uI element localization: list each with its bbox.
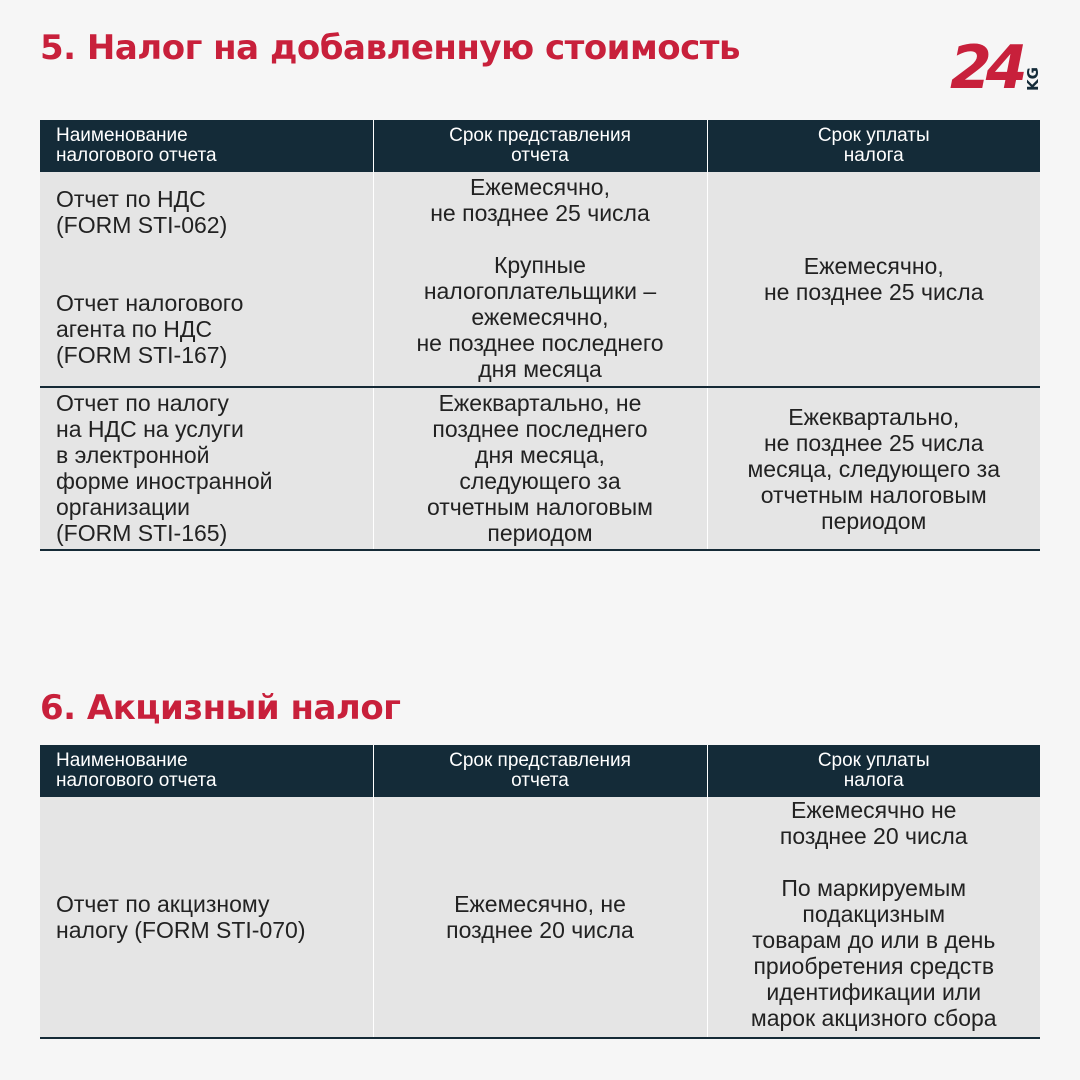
report-name-foreign-services: Отчет по налогу на НДС на услуги в электронной форме иностранной организации (FORM STI-165) xyxy=(40,387,373,550)
section-title-excise: 6. Акцизный налог xyxy=(40,688,401,728)
submit-deadline-large-payers: Крупные налогоплательщики – ежемесячно, не позднее последнего дня месяца xyxy=(416,252,664,382)
submit-deadline-vat: Ежемесячно, не позднее 25 числа xyxy=(430,174,650,226)
header-pay-deadline: Срок уплаты налога xyxy=(707,120,1040,172)
pay-deadline-cell xyxy=(707,797,1040,1038)
header-report-name: Наименование налогового отчета xyxy=(40,120,373,172)
logo-number: 24 xyxy=(950,36,1022,96)
header-submit-deadline: Срок представления отчета xyxy=(373,120,707,172)
header-report-name: Наименование налогового отчета xyxy=(40,745,373,797)
report-name-excise: Отчет по акцизному налогу (FORM STI-070) xyxy=(40,797,373,1038)
report-name-vat-agent: Отчет налогового агента по НДС (FORM STI-167) xyxy=(56,290,244,368)
pay-deadline-vat: Ежемесячно, не позднее 25 числа xyxy=(707,172,1040,387)
report-name-vat: Отчет по НДС (FORM STI-062) xyxy=(56,186,228,238)
header-submit-deadline: Срок представления отчета xyxy=(373,745,707,797)
section-title-vat: 5. Налог на добавленную стоимость xyxy=(40,28,741,68)
pay-deadline-foreign-services: Ежеквартально, не позднее 25 числа месяца, следующего за отчетным налоговым периодом xyxy=(707,387,1040,550)
header-pay-deadline: Срок уплаты налога xyxy=(707,745,1040,797)
table-header-row xyxy=(40,745,1040,797)
table-row xyxy=(40,387,1040,550)
table-row xyxy=(40,797,1040,1038)
excise-table xyxy=(40,745,1040,1039)
table-header-row xyxy=(40,120,1040,172)
table-row xyxy=(40,172,1040,387)
pay-deadline-marked-goods: По маркируемым подакцизным товарам до или в день приобретения средств идентификации или марок акцизного сбора xyxy=(750,875,997,1031)
logo-suffix: KG xyxy=(1024,67,1042,91)
submit-deadline-cell xyxy=(373,172,707,387)
vat-table xyxy=(40,120,1040,551)
submit-deadline-excise: Ежемесячно, не позднее 20 числа xyxy=(373,797,707,1038)
submit-deadline-foreign-services: Ежеквартально, не позднее последнего дня месяца, следующего за отчетным налоговым периодом xyxy=(373,387,707,550)
logo-24kg xyxy=(950,36,1042,96)
pay-deadline-excise: Ежемесячно не позднее 20 числа xyxy=(779,797,968,849)
report-name-cell xyxy=(40,172,373,387)
